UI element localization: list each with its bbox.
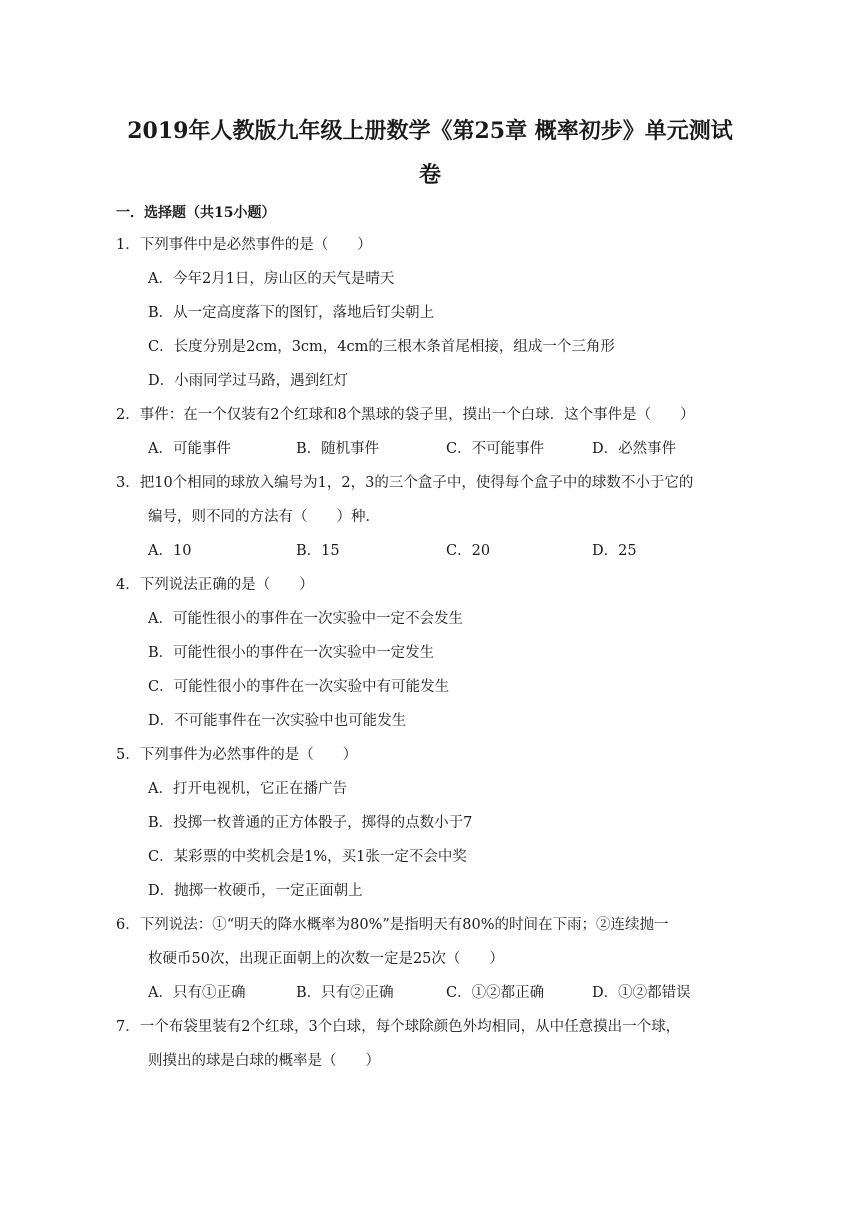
page-title: 2019年人教版九年级上册数学《第25章 概率初步》单元测试 xyxy=(127,118,733,144)
option-c: C．可能性很小的事件在一次实验中有可能发生 xyxy=(148,679,450,695)
option-d: D．①②都错误 xyxy=(592,985,691,1001)
option-a: A．可能事件 xyxy=(148,441,231,457)
option-c: C．不可能事件 xyxy=(446,441,545,457)
option-a: A．今年2月1日，房山区的天气是晴天 xyxy=(148,271,395,287)
question-stem: 5．下列事件为必然事件的是（ ） xyxy=(116,747,358,763)
option-d: D．抛掷一枚硬币，一定正面朝上 xyxy=(148,883,363,899)
option-d: D．25 xyxy=(592,543,637,559)
question-stem: 2．事件：在一个仅装有2个红球和8个黑球的袋子里，摸出一个白球．这个事件是（ ） xyxy=(116,407,695,423)
question-stem: 1．下列事件中是必然事件的是（ ） xyxy=(116,237,372,253)
option-a: A．只有①正确 xyxy=(148,985,246,1001)
option-b: B．随机事件 xyxy=(296,441,380,457)
option-d: D．小雨同学过马路，遇到红灯 xyxy=(148,373,349,389)
option-c: C．20 xyxy=(446,543,491,559)
question-stem: 4．下列说法正确的是（ ） xyxy=(116,577,314,593)
option-a: A．10 xyxy=(148,543,192,559)
option-c: C．某彩票的中奖机会是1%，买1张一定不会中奖 xyxy=(148,849,467,865)
question-stem-continued: 枚硬币50次，出现正面朝上的次数一定是25次（ ） xyxy=(148,951,504,967)
option-a: A．打开电视机，它正在播广告 xyxy=(148,781,347,797)
page-title-continued: 卷 xyxy=(418,162,441,188)
option-d: D．必然事件 xyxy=(592,441,677,457)
option-b: B．从一定高度落下的图钉，落地后钉尖朝上 xyxy=(148,305,435,321)
option-b: B．只有②正确 xyxy=(296,985,394,1001)
question-stem: 3．把10个相同的球放入编号为1，2，3的三个盒子中，使得每个盒子中的球数不小于它的 xyxy=(116,475,694,491)
question-stem-continued: 则摸出的球是白球的概率是（ ） xyxy=(148,1053,380,1069)
question-stem: 6．下列说法：①“明天的降水概率为80%”是指明天有80%的时间在下雨；②连续抛一 xyxy=(116,917,669,933)
question-stem: 7．一个布袋里装有2个红球，3个白球，每个球除颜色外均相同，从中任意摸出一个球， xyxy=(116,1019,681,1035)
option-c: C．①②都正确 xyxy=(446,985,545,1001)
option-b: B．可能性很小的事件在一次实验中一定发生 xyxy=(148,645,435,661)
option-d: D．不可能事件在一次实验中也可能发生 xyxy=(148,713,407,729)
section-heading: 一．选择题（共15小题） xyxy=(116,205,276,221)
option-b: B．15 xyxy=(296,543,340,559)
option-b: B．投掷一枚普通的正方体骰子，掷得的点数小于7 xyxy=(148,815,473,831)
question-stem-continued: 编号，则不同的方法有（ ）种． xyxy=(148,509,380,525)
option-c: C．长度分别是2cm，3cm，4cm的三根木条首尾相接，组成一个三角形 xyxy=(148,339,615,355)
option-a: A．可能性很小的事件在一次实验中一定不会发生 xyxy=(148,611,463,627)
